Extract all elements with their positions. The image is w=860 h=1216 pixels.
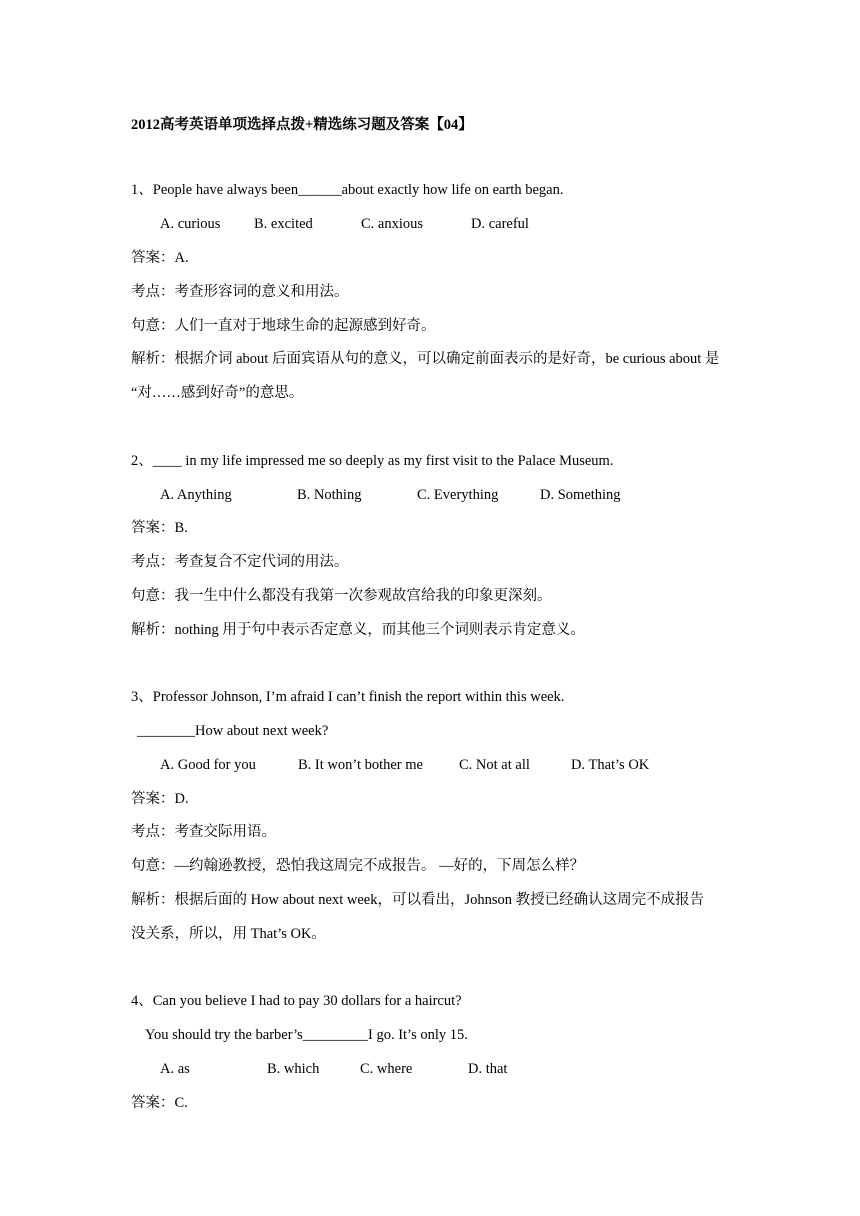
q3-option-c: C. Not at all	[459, 757, 530, 773]
q2-analysis-line1: 解析：nothing 用于句中表示否定意义，而其他三个词则表示肯定意义。	[131, 622, 585, 638]
q1-analysis-line1: 解析：根据介词 about 后面宾语从句的意义，可以确定前面表示的是好奇，be curious about 是	[131, 351, 720, 367]
q3-answer: 答案：D.	[131, 791, 189, 807]
q2-meaning: 句意：我一生中什么都没有我第一次参观故宫给我的印象更深刻。	[131, 588, 552, 604]
q1-point: 考点：考查形容词的意义和用法。	[131, 284, 349, 300]
q4-response: You should try the barber’s_________I go. It’s only 15.	[145, 1027, 468, 1043]
q2-answer: 答案：B.	[131, 520, 188, 536]
document-title: 2012高考英语单项选择点拨+精选练习题及答案【04】	[131, 117, 473, 133]
q3-response: ________How about next week?	[137, 723, 329, 739]
q1-option-a: A. curious	[160, 216, 221, 232]
q3-option-a: A. Good for you	[160, 757, 256, 773]
q1-analysis-line2: “对……感到好奇”的意思。	[131, 385, 304, 401]
q3-question: 3、Professor Johnson, I’m afraid I can’t finish the report within this week.	[131, 689, 565, 705]
q3-point: 考点：考查交际用语。	[131, 824, 276, 840]
q1-option-d: D. careful	[471, 216, 529, 232]
q4-question: 4、Can you believe I had to pay 30 dollars for a haircut?	[131, 993, 462, 1009]
q2-option-a: A. Anything	[160, 487, 232, 503]
q1-meaning: 句意：人们一直对于地球生命的起源感到好奇。	[131, 318, 436, 334]
q3-analysis-line1: 解析：根据后面的 How about next week，可以看出，Johnson 教授已经确认这周完不成报告	[131, 892, 705, 908]
q3-option-b: B. It won’t bother me	[298, 757, 423, 773]
q3-analysis-line2: 没关系，所以，用 That’s OK。	[131, 926, 326, 942]
q4-option-c: C. where	[360, 1061, 413, 1077]
q3-meaning: 句意：—约翰逊教授，恐怕我这周完不成报告。 —好的，下周怎么样？	[131, 858, 585, 874]
q4-option-b: B. which	[267, 1061, 320, 1077]
q1-answer: 答案：A.	[131, 250, 189, 266]
q2-option-b: B. Nothing	[297, 487, 362, 503]
q2-point: 考点：考查复合不定代词的用法。	[131, 554, 349, 570]
q4-option-d: D. that	[468, 1061, 508, 1077]
q3-option-d: D. That’s OK	[571, 757, 650, 773]
q2-option-d: D. Something	[540, 487, 621, 503]
q4-option-a: A. as	[160, 1061, 190, 1077]
q1-question: 1、People have always been______about exactly how life on earth began.	[131, 182, 564, 198]
q2-option-c: C. Everything	[417, 487, 499, 503]
q1-option-c: C. anxious	[361, 216, 424, 232]
q1-option-b: B. excited	[254, 216, 313, 232]
q2-question: 2、____ in my life impressed me so deeply as my first visit to the Palace Museum.	[131, 453, 614, 469]
q4-answer: 答案：C.	[131, 1095, 188, 1111]
